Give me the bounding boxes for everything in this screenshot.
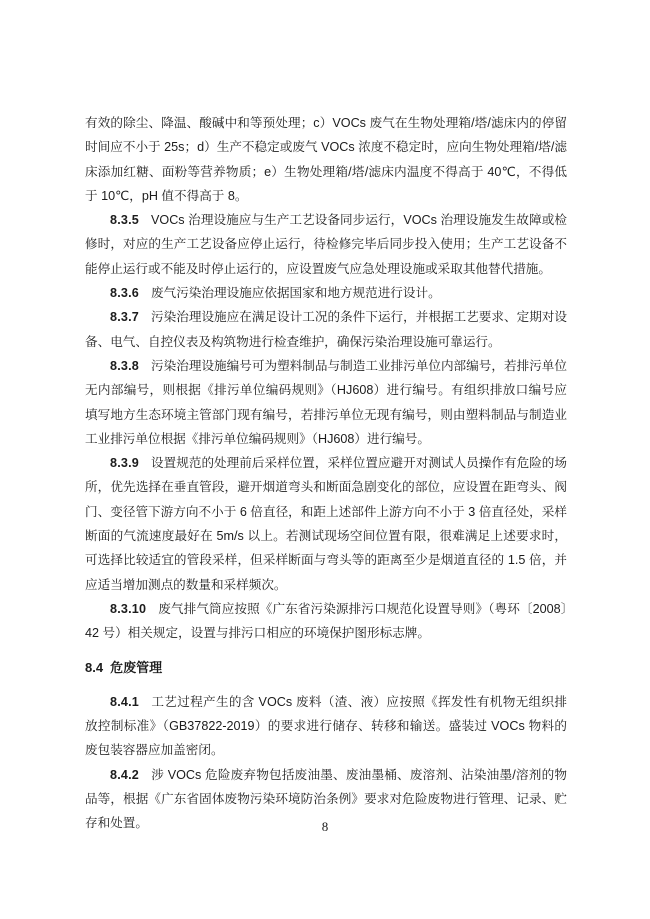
clause-text-8-4-2: 涉 VOCs 危险废弃物包括废油墨、废油墨桶、废溶剂、沾染油墨/溶剂的物品等，根据《广东省固体废物污染环境防治条例》要求对危险废物进行管理、记录、贮存和处置。 [85,767,567,831]
page-content [85,111,567,836]
section-heading-title: 危废管理 [110,659,163,675]
clause-text-8-3-7: 污染治理设施应在满足设计工况的条件下运行，并根据工艺要求、定期对设备、电气、自控仪表及构筑物进行检查维护，确保污染治理设施可靠运行。 [85,310,567,349]
clause-number-8-4-1: 8.4.1 [110,694,140,709]
page-number: 8 [321,819,329,834]
clause-text-8-3-8: 污染治理设施编号可为塑料制品与制造工业排污单位内部编号，若排污单位无内部编号，则根据《排污单位编码规则》（HJ608）进行编号。有组织排放口编号应填写地方生态环境主管部门现有编号，若排污单位无现有编号，则由塑料制品与制造业工业排污单位根据《排污单位编码规则》（HJ608）进行编号。 [85,358,567,446]
clause-text-8-3-9: 设置规范的处理前后采样位置，采样位置应避开对测试人员操作有危险的场所，优先选择在垂直管段，避开烟道弯头和断面急剧变化的部位，应设置在距弯头、阀门、变径管下游方向不小于 6 倍直径，和距上述部件上游方向不小于 3 倍直径处，采样断面的气流速度最好在 5m/s 以上。若测试现场空间位置有限，很难满足上述要求时，可选择比较适宜的管段采样，但采样断面与弯头等的距离至少是烟道直径的 1.5 倍，并应适当增加测点的数量和采样频次。 [85,456,567,592]
clause-8-3-10 [85,597,567,646]
clause-8-4-1 [85,690,567,763]
clause-text-8-3-10: 废气排气筒应按照《广东省污染源排污口规范化设置导则》（粤环〔2008〕42 号）相关规定，设置与排污口相应的环境保护图形标志牌。 [85,601,567,641]
clause-number-8-3-6: 8.3.6 [110,286,140,301]
clause-number-8-3-5: 8.3.5 [110,213,140,228]
clause-number-8-3-7: 8.3.7 [110,310,140,325]
clause-number-8-3-9: 8.3.9 [110,456,140,471]
clause-8-3-9 [85,451,567,597]
clause-text-8-3-6: 废气污染治理设施应依据国家和地方规范进行设计。 [151,286,441,301]
paragraph-continuation: 有效的除尘、降温、酸碱中和等预处理；c）VOCs 废气在生物处理箱/塔/滤床内的停留时间应不小于 25s；d）生产不稳定或废气 VOCs 浓度不稳定时，应向生物处理箱/塔/滤床添加红糖、面粉等营养物质；e）生物处理箱/塔/滤床内温度不得高于 40℃，不得低于 10℃，pH 值不得高于 8。 [85,116,567,203]
clause-8-3-8 [85,354,567,451]
section-heading-number: 8.4 [85,659,104,675]
clause-8-3-6 [85,281,567,305]
clause-number-8-4-2: 8.4.2 [110,767,140,782]
clause-8-3-7 [85,305,567,354]
clause-text-8-4-1: 工艺过程产生的含 VOCs 废料（渣、液）应按照《挥发性有机物无组织排放控制标准》（GB37822-2019）的要求进行储存、转移和输送。盛装过 VOCs 物料的废包装容器应加盖密闭。 [85,694,567,758]
section-heading-8-4 [85,656,567,680]
clause-number-8-3-8: 8.3.8 [110,358,140,373]
page-footer [0,818,650,836]
clause-text-8-3-5: VOCs 治理设施应与生产工艺设备同步运行，VOCs 治理设施发生故障或检修时，对应的生产工艺设备应停止运行，待检修完毕后同步投入使用；生产工艺设备不能停止运行或不能及时停止运行的，应设置废气应急处理设施或采取其他替代措施。 [85,213,567,276]
clause-number-8-3-10: 8.3.10 [110,601,147,616]
clause-8-3-5 [85,208,567,281]
